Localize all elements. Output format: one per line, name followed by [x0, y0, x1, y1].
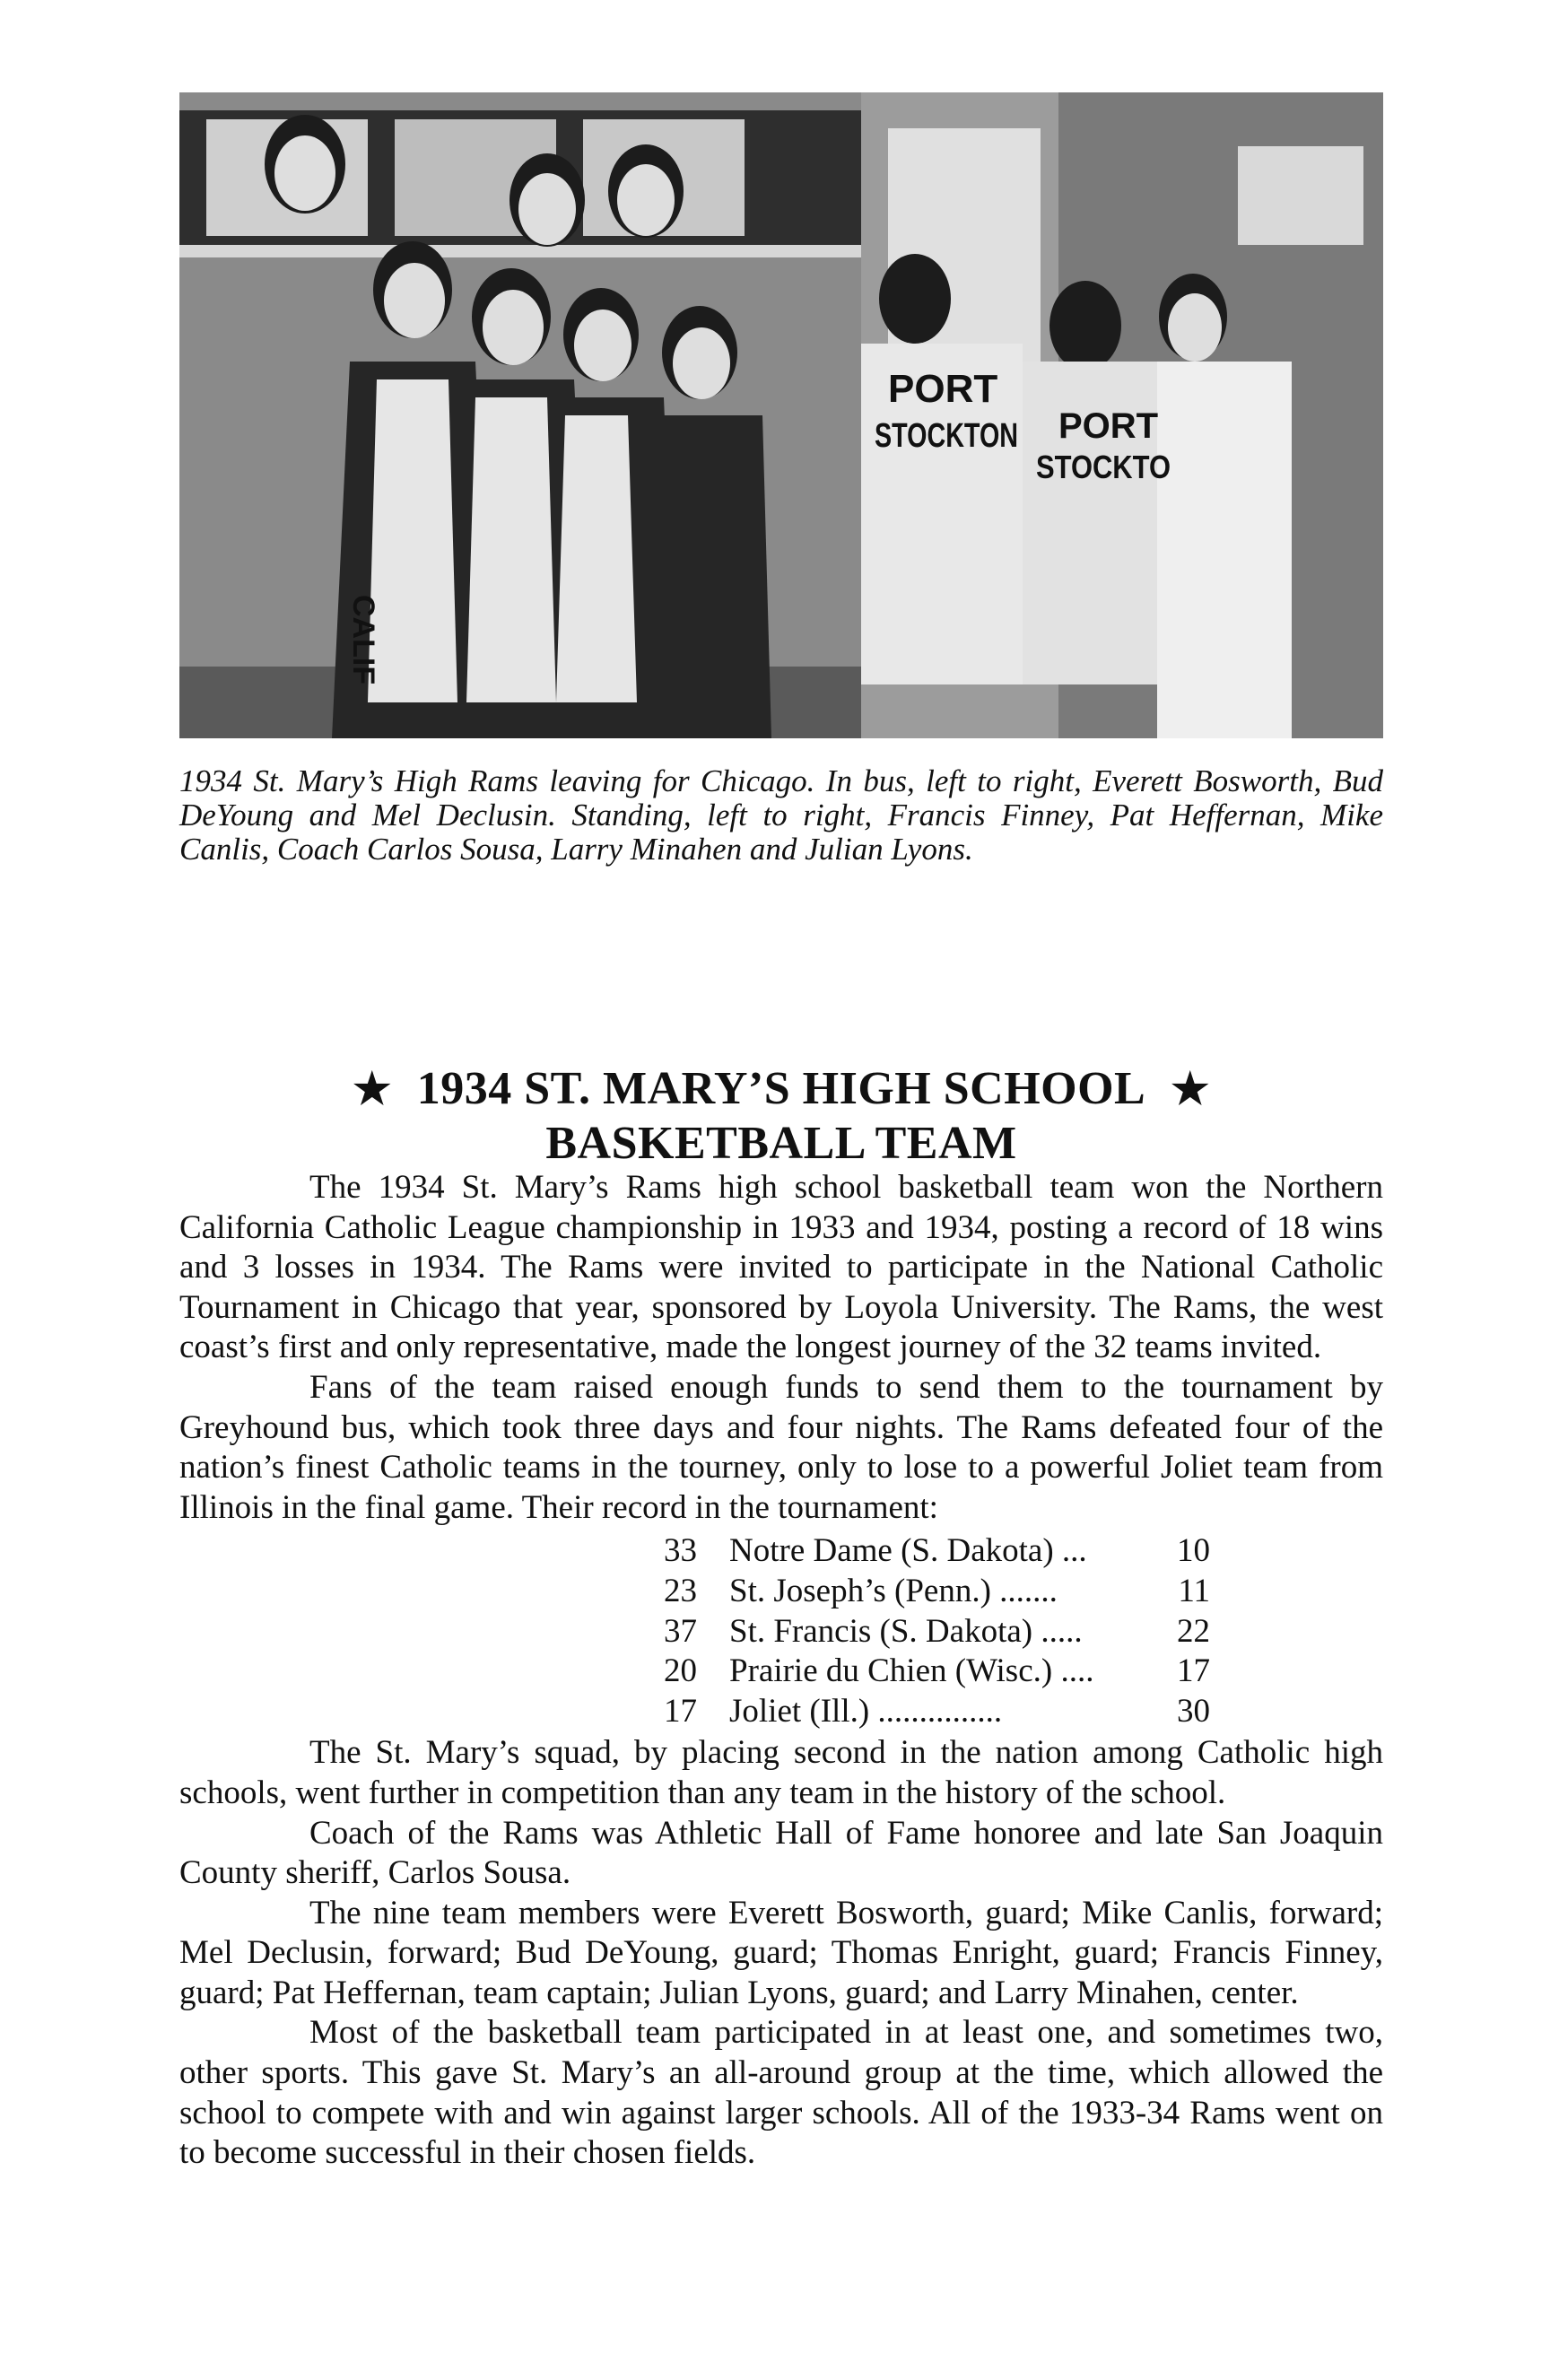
jacket-text-4: STOCKTO — [1036, 449, 1171, 485]
article-title — [179, 1062, 1383, 1171]
star-icon: ★ — [353, 1066, 392, 1113]
jacket-text-1: PORT — [888, 367, 998, 411]
score-row — [179, 1572, 1383, 1612]
title-line-2: BASKETBALL TEAM — [545, 1118, 1017, 1169]
opponent-name: St. Joseph’s (Penn.) ....... — [729, 1572, 1058, 1609]
score-row — [179, 1612, 1383, 1652]
rams-score: 20 — [664, 1652, 697, 1690]
star-icon: ★ — [1171, 1066, 1210, 1113]
paragraph-4: Coach of the Rams was Athletic Hall of Fame honoree and late San Joaquin County sheriff, Carlos Sousa. — [179, 1814, 1383, 1892]
score-row — [179, 1531, 1383, 1572]
rams-score: 37 — [664, 1612, 697, 1650]
score-row — [179, 1652, 1383, 1692]
rams-score: 33 — [664, 1532, 697, 1570]
opponent-score: 11 — [1178, 1572, 1210, 1609]
jacket-text-2: STOCKTON — [875, 417, 1018, 455]
opponent-name: Notre Dame (S. Dakota) ... — [729, 1532, 1087, 1570]
opponent-score: 17 — [1177, 1652, 1210, 1690]
paragraph-2: Fans of the team raised enough funds to send them to the tournament by Greyhound bus, which took three days and four nights. The Rams defeated four of the nation’s finest Catholic teams in the tourney, only to lose to a powerful Joliet team from Illinois in the final game. Their record in the tournament: — [179, 1368, 1383, 1526]
sleeve-text: CALIF — [346, 595, 380, 685]
opponent-score: 10 — [1177, 1532, 1210, 1570]
opponent-score: 22 — [1177, 1612, 1210, 1650]
score-row — [179, 1692, 1383, 1732]
opponent-name: Prairie du Chien (Wisc.) .... — [729, 1652, 1094, 1690]
jacket-text-3: PORT — [1058, 406, 1159, 446]
photo-caption: 1934 St. Mary’s High Rams leaving for Chicago. In bus, left to right, Everett Bosworth, Bud DeYoung and Mel Declusin. Standing, left to right, Francis Finney, Pat Heffernan, Mike Canlis, Coach Carlos Sousa, Larry Minahen and Julian Lyons. — [179, 763, 1383, 867]
rams-score: 17 — [664, 1692, 697, 1730]
team-photo — [179, 92, 1383, 738]
paragraph-3: The St. Mary’s squad, by placing second in the nation among Catholic high schools, went further in competition than any team in the history of the school. — [179, 1734, 1383, 1811]
paragraph-5: The nine team members were Everett Bosworth, guard; Mike Canlis, forward; Mel Declusin, forward; Bud DeYoung, guard; Thomas Enright, guard; Francis Finney, guard; Pat Heffernan, team captain; Julian Lyons, guard; and Larry Minahen, center. — [179, 1894, 1383, 2011]
title-line-1: 1934 ST. MARY’S HIGH SCHOOL — [416, 1063, 1146, 1114]
rams-score: 23 — [664, 1572, 697, 1609]
paragraph-1: The 1934 St. Mary’s Rams high school basketball team won the Northern California Catholic League championship in 1933 and 1934, posting a record of 18 wins and 3 losses in 1934. The Rams were invited to participate in the National Catholic Tournament in Chicago that year, sponsored by Loyola University. The Rams, the west coast’s first and only representative, made the longest journey of the 32 teams invited. — [179, 1169, 1383, 1366]
tournament-scores — [179, 1531, 1383, 1731]
opponent-name: St. Francis (S. Dakota) ..... — [729, 1612, 1083, 1650]
article-body — [179, 1168, 1383, 2174]
paragraph-6: Most of the basketball team participated in at least one, and sometimes two, other sports. This gave St. Mary’s an all-around group at the time, which allowed the school to compete with and win against larger schools. All of the 1933-34 Rams went on to become successful in their chosen fields. — [179, 2014, 1383, 2172]
opponent-score: 30 — [1177, 1692, 1210, 1730]
team-photo-illustration — [179, 92, 1383, 738]
opponent-name: Joliet (Ill.) ............... — [729, 1692, 1003, 1730]
